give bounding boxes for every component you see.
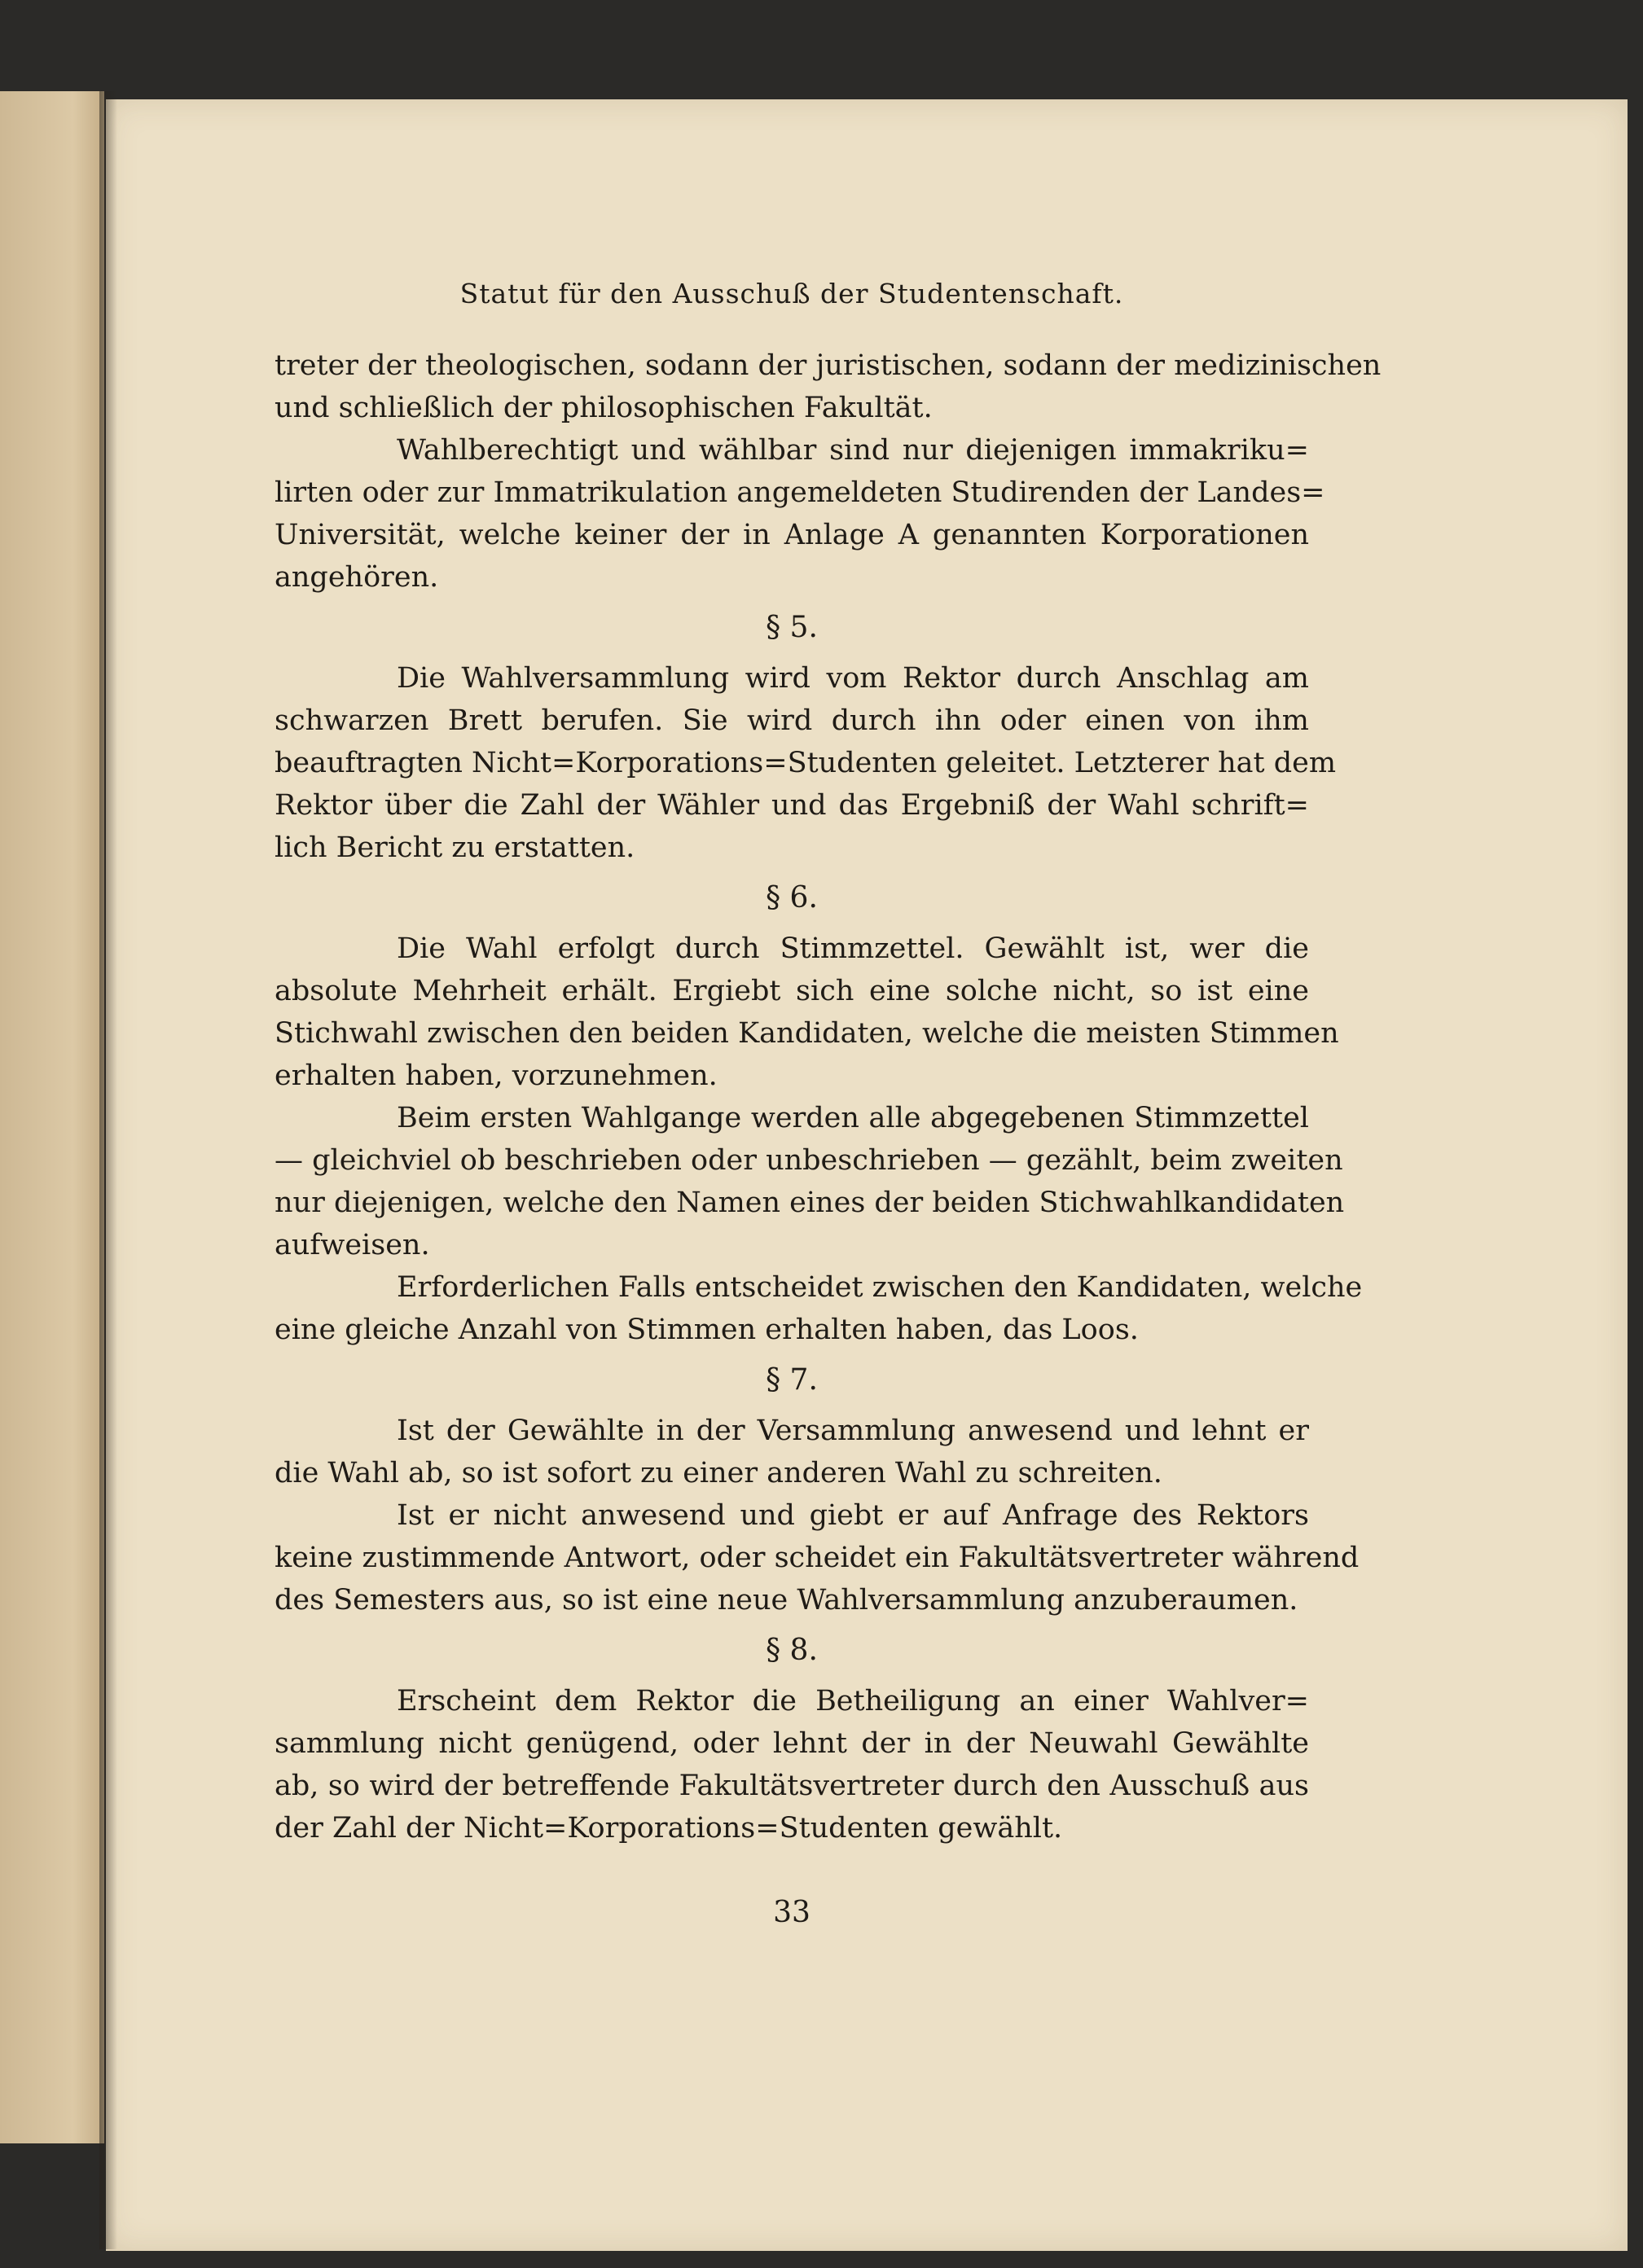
text-line: Universität, welche keiner der in Anlage A genannten Korporationen bbox=[275, 519, 1309, 551]
text-line: Erforderlichen Falls entscheidet zwischen den Kandidaten, welche bbox=[397, 1271, 1363, 1304]
section-heading: § 5. bbox=[766, 611, 818, 644]
text-line: Stichwahl zwischen den beiden Kandidaten, welche die meisten Stimmen bbox=[275, 1017, 1339, 1050]
text-line: beauftragten Nicht=Korporations=Studenten geleitet. Letzterer hat dem bbox=[275, 747, 1337, 779]
text-line: absolute Mehrheit erhält. Ergiebt sich eine solche nicht, so ist eine bbox=[275, 975, 1309, 1007]
text-line: Die Wahl erfolgt durch Stimmzettel. Gewählt ist, wer die bbox=[397, 932, 1309, 965]
text-line: treter der theologischen, sodann der juristischen, sodann der medizinischen bbox=[275, 349, 1382, 382]
text-line: Rektor über die Zahl der Wähler und das Ergebniß der Wahl schrift= bbox=[275, 789, 1309, 822]
spine-shadow bbox=[99, 91, 117, 2249]
text-line: eine gleiche Anzahl von Stimmen erhalten haben, das Loos. bbox=[275, 1314, 1139, 1346]
text-line: Ist er nicht anwesend und giebt er auf Anfrage des Rektors bbox=[397, 1499, 1309, 1532]
page-number: 33 bbox=[773, 1896, 811, 1929]
left-page-edge bbox=[0, 91, 104, 2143]
text-line: Wahlberechtigt und wählbar sind nur diejenigen immakriku= bbox=[397, 434, 1309, 467]
text-line: keine zustimmende Antwort, oder scheidet ein Fakultätsvertreter während bbox=[275, 1542, 1360, 1574]
text-line: die Wahl ab, so ist sofort zu einer anderen Wahl zu schreiten. bbox=[275, 1457, 1162, 1489]
section-heading: § 7. bbox=[766, 1363, 818, 1397]
text-line: aufweisen. bbox=[275, 1229, 430, 1261]
text-line: nur diejenigen, welche den Namen eines der beiden Stichwahlkandidaten bbox=[275, 1187, 1345, 1219]
text-line: lirten oder zur Immatrikulation angemeldeten Studirenden der Landes= bbox=[275, 476, 1325, 509]
text-line: schwarzen Brett berufen. Sie wird durch ihn oder einen von ihm bbox=[275, 704, 1309, 737]
text-line: ab, so wird der betreffende Fakultätsvertreter durch den Ausschuß aus bbox=[275, 1770, 1309, 1802]
text-line: Ist der Gewählte in der Versammlung anwesend und lehnt er bbox=[397, 1415, 1309, 1447]
text-line: — gleichviel ob beschrieben oder unbeschrieben — gezählt, beim zweiten bbox=[275, 1144, 1343, 1177]
text-line: erhalten haben, vorzunehmen. bbox=[275, 1059, 718, 1092]
text-line: der Zahl der Nicht=Korporations=Studenten gewählt. bbox=[275, 1812, 1063, 1845]
text-line: Erscheint dem Rektor die Betheiligung an einer Wahlver= bbox=[397, 1685, 1309, 1717]
text-line: sammlung nicht genügend, oder lehnt der in der Neuwahl Gewählte bbox=[275, 1727, 1309, 1760]
text-line: angehören. bbox=[275, 561, 439, 594]
section-heading: § 6. bbox=[766, 881, 818, 915]
text-line: lich Bericht zu erstatten. bbox=[275, 831, 635, 864]
running-header: Statut für den Ausschuß der Studentenschaft. bbox=[459, 278, 1124, 309]
text-line: des Semesters aus, so ist eine neue Wahlversammlung anzuberaumen. bbox=[275, 1584, 1298, 1617]
text-line: Die Wahlversammlung wird vom Rektor durch Anschlag am bbox=[397, 662, 1309, 695]
section-heading: § 8. bbox=[766, 1634, 818, 1667]
text-line: Beim ersten Wahlgange werden alle abgegebenen Stimmzettel bbox=[397, 1102, 1309, 1134]
text-line: und schließlich der philosophischen Fakultät. bbox=[275, 392, 933, 424]
page-text bbox=[275, 273, 1382, 1934]
